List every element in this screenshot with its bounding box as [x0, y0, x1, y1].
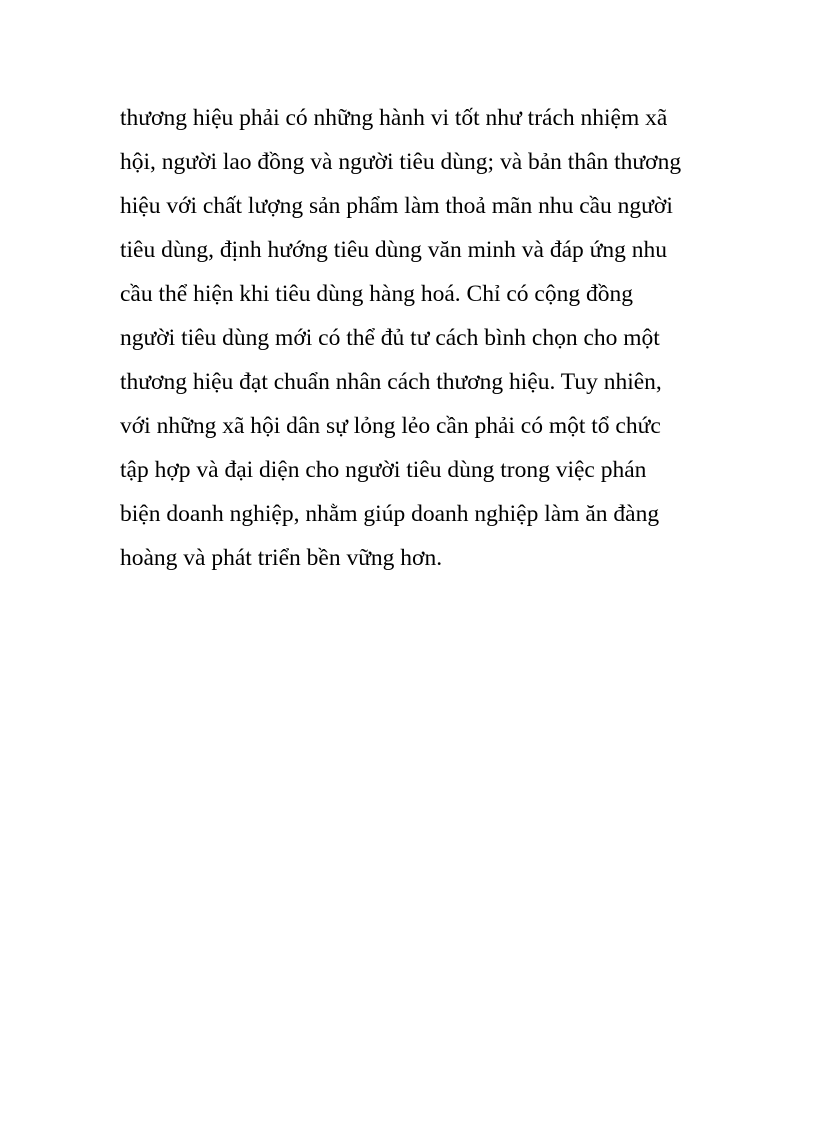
paragraph-line-5: cầu thể hiện khi tiêu dùng hàng hoá. Chỉ có cộng đồng — [120, 281, 633, 307]
paragraph-line-3: hiệu với chất lượng sản phẩm làm thoả mãn nhu cầu người — [120, 193, 673, 219]
body-paragraph — [120, 100, 720, 584]
paragraph-line-4: tiêu dùng, định hướng tiêu dùng văn minh và đáp ứng nhu — [120, 237, 668, 263]
paragraph-line-1: thương hiệu phải có những hành vi tốt như trách nhiệm xã — [120, 105, 668, 131]
paragraph-line-2: hội, người lao đồng và người tiêu dùng; và bản thân thương — [120, 149, 682, 175]
paragraph-line-9: tập hợp và đại diện cho người tiêu dùng trong việc phán — [120, 457, 647, 483]
paragraph-line-10: biện doanh nghiệp, nhằm giúp doanh nghiệp làm ăn đàng — [120, 501, 660, 527]
paragraph-line-6: người tiêu dùng mới có thể đủ tư cách bình chọn cho một — [120, 325, 660, 351]
paragraph-line-7: thương hiệu đạt chuẩn nhân cách thương hiệu. Tuy nhiên, — [120, 369, 662, 395]
paragraph-line-11: hoàng và phát triển bền vững hơn. — [120, 545, 443, 571]
paragraph-line-8: với những xã hội dân sự lỏng lẻo cần phải có một tổ chức — [120, 413, 661, 439]
